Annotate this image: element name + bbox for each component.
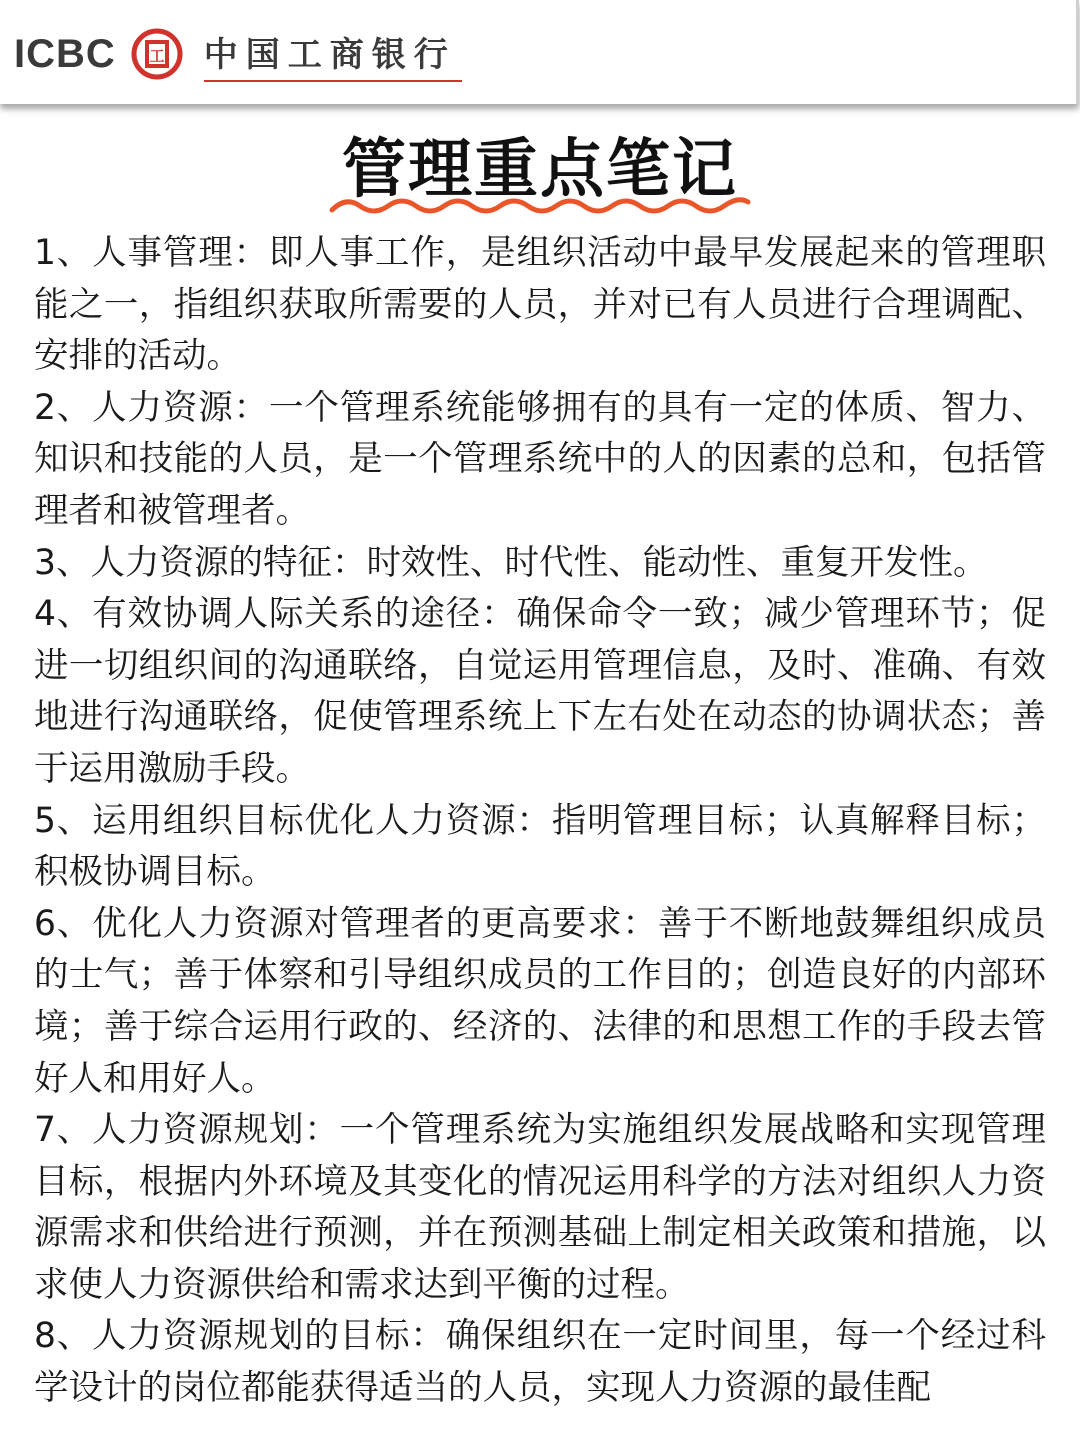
page-title: 管理重点笔记: [342, 132, 738, 207]
note-item-7: 7、人力资源规划：一个管理系统为实施组织发展战略和实现管理目标，根据内外环境及其变化的情况运用科学的方法对组织人力资源需求和供给进行预测，并在预测基础上制定相关政策和措施，以求使人力资源供给和需求达到平衡的过程。: [34, 1110, 1046, 1305]
note-item-3: 3、人力资源的特征：时效性、时代性、能动性、重复开发性。: [34, 542, 988, 583]
brand-cn-wrap: [204, 27, 456, 82]
note-item-1: 1、人事管理：即人事工作，是组织活动中最早发展起来的管理职能之一，指组织获取所需要的人员，并对已有人员进行合理调配、安排的活动。: [34, 233, 1046, 377]
notes-list: [34, 228, 1046, 1415]
bank-logo: [14, 24, 456, 84]
header-bar: [0, 0, 1079, 104]
note-item-5: 5、运用组织目标优化人力资源：指明管理目标；认真解释目标；积极协调目标。: [34, 800, 1046, 893]
note-item-2: 2、人力资源：一个管理系统能够拥有的具有一定的体质、智力、知识和技能的人员，是一个管理系统中的人的因素的总和，包括管理者和被管理者。: [34, 387, 1046, 531]
icbc-emblem-icon: [130, 27, 184, 81]
note-item-8: 8、人力资源规划的目标：确保组织在一定时间里，每一个经过科学设计的岗位都能获得适当的人员，实现人力资源的最佳配: [34, 1316, 1046, 1409]
title-wave-underline: [328, 192, 752, 220]
note-item-4: 4、有效协调人际关系的途径：确保命令一致；减少管理环节；促进一切组织间的沟通联络，自觉运用管理信息，及时、准确、有效地进行沟通联络，促使管理系统上下左右处在动态的协调状态；善于运用激励手段。: [34, 594, 1046, 789]
brand-chinese-name: 中国工商银行: [203, 34, 456, 75]
brand-underline: [204, 80, 462, 82]
emblem-glyph: 工: [149, 47, 165, 65]
brand-latin-text: ICBC: [14, 31, 116, 76]
note-item-6: 6、优化人力资源对管理者的更高要求：善于不断地鼓舞组织成员的士气；善于体察和引导组织成员的工作目的；创造良好的内部环境；善于综合运用行政的、经济的、法律的和思想工作的手段去管好人和用好人。: [34, 903, 1046, 1099]
